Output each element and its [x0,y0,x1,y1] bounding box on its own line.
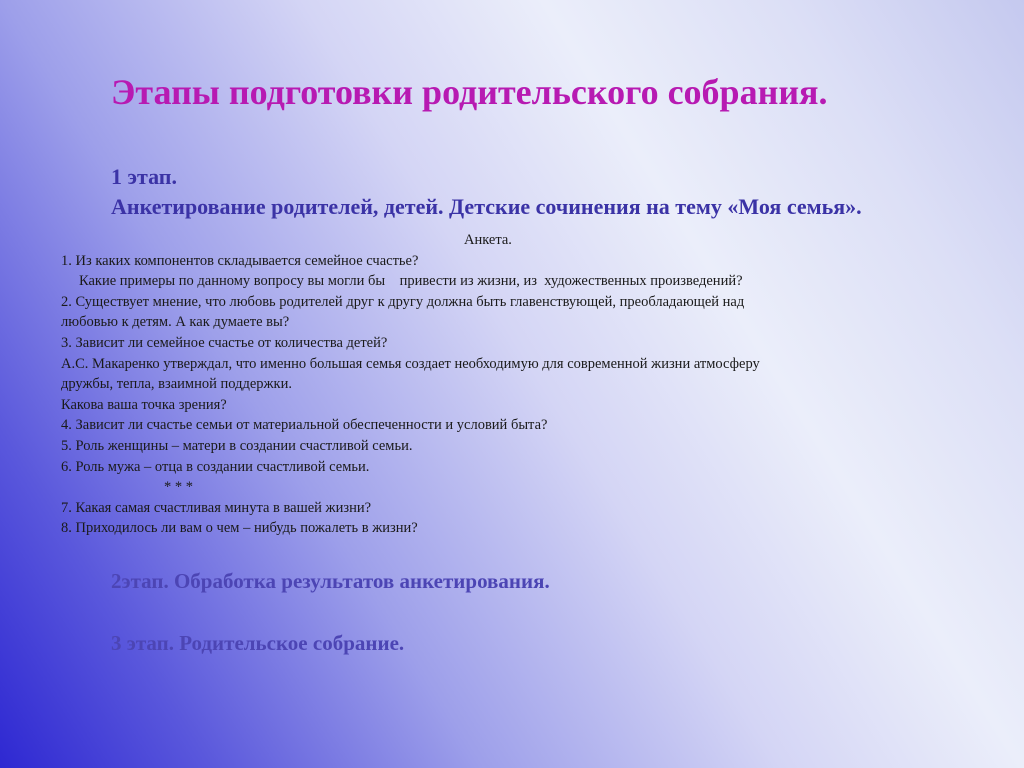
survey-line: любовью к детям. А как думаете вы? [61,314,290,331]
survey-line: 8. Приходилось ли вам о чем – нибудь пожалеть в жизни? [61,520,418,537]
survey-separator: * * * [164,479,193,496]
slide-title: Этапы подготовки родительского собрания. [111,72,828,112]
survey-line: 1. Из каких компонентов складывается семейное счастье? [61,252,419,269]
survey-block [61,230,961,539]
survey-line: Какие примеры по данному вопросу вы могли бы привести из жизни, из художественных произведений? [79,273,743,290]
survey-line: 3. Зависит ли семейное счастье от количества детей? [61,334,388,351]
stage-1-label: 1 этап. [111,164,177,189]
survey-title: Анкета. [464,232,512,248]
survey-line: 6. Роль мужа – отца в создании счастливой семьи. [61,458,370,475]
stage-1-description: Анкетирование родителей, детей. Детские сочинения на тему «Моя семья». [111,194,862,219]
survey-line: 7. Какая самая счастливая минута в вашей жизни? [61,499,372,516]
survey-line: А.С. Макаренко утверждал, что именно большая семья создает необходимую для современной жизни атмосферу [61,355,760,372]
survey-line: 4. Зависит ли счастье семьи от материальной обеспеченности и условий быта? [61,417,548,434]
stage-3-text: 3 этап. Родительское собрание. [111,631,405,655]
survey-line: 2. Существует мнение, что любовь родителей друг к другу должна быть главенствующей, преобладающей над [61,293,745,310]
stage-2-text: 2этап. Обработка результатов анкетирования. [111,569,550,593]
survey-line: дружбы, тепла, взаимной поддержки. [61,376,292,393]
survey-line: 5. Роль женщины – матери в создании счастливой семьи. [61,437,413,454]
survey-line: Какова ваша точка зрения? [61,396,227,413]
